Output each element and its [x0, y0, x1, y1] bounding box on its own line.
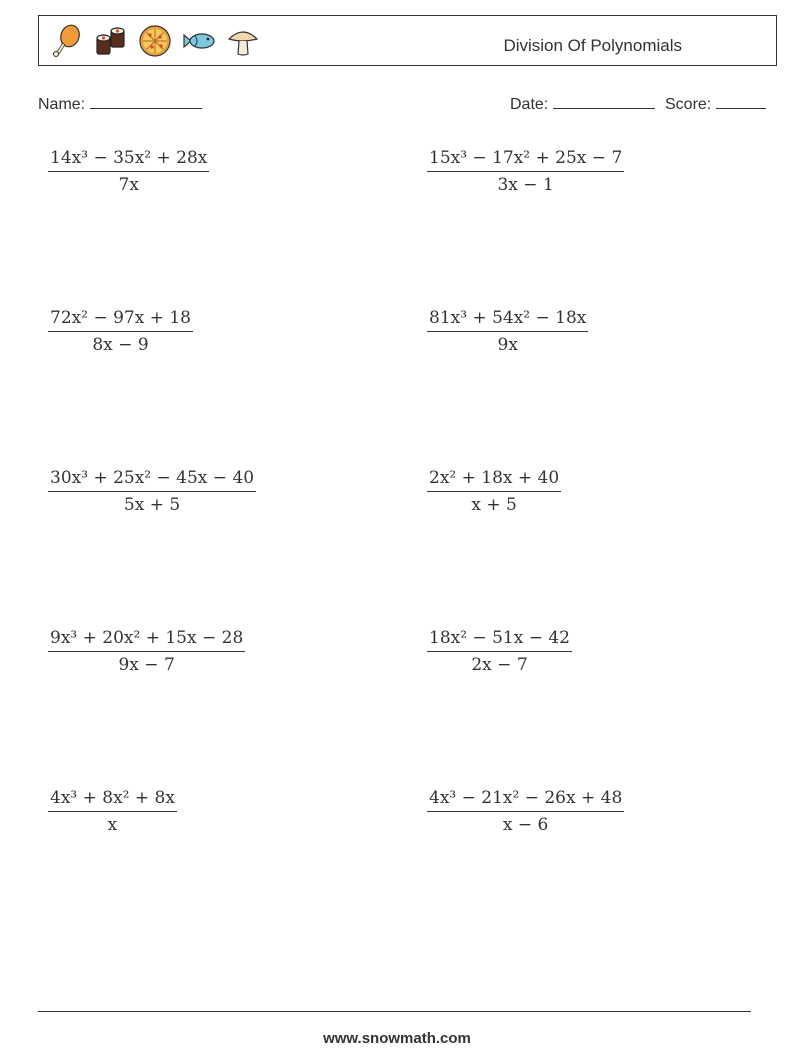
problem-1	[48, 148, 209, 195]
numerator: 18x² − 51x − 42	[427, 628, 572, 652]
problem-3	[48, 308, 193, 355]
problem-5	[48, 468, 256, 515]
fraction	[48, 308, 193, 355]
name-label: Name:	[38, 96, 86, 113]
fraction	[427, 468, 561, 515]
problem-4	[427, 308, 588, 355]
worksheet-header	[38, 15, 777, 66]
fish-icon	[181, 23, 217, 59]
numerator: 15x³ − 17x² + 25x − 7	[427, 148, 624, 172]
denominator: x	[107, 815, 118, 835]
header-icons	[49, 22, 261, 60]
denominator: x + 5	[471, 495, 517, 515]
denominator: 5x + 5	[123, 495, 181, 515]
problem-8	[427, 628, 572, 675]
numerator: 81x³ + 54x² − 18x	[427, 308, 588, 332]
problem-10	[427, 788, 624, 835]
denominator: 8x − 9	[92, 335, 149, 355]
name-field	[38, 94, 202, 114]
mushroom-icon	[225, 23, 261, 59]
numerator: 72x² − 97x + 18	[48, 308, 193, 332]
date-label: Date:	[510, 96, 549, 113]
sushi-rolls-icon	[93, 23, 129, 59]
fraction	[48, 628, 245, 675]
denominator: 9x	[497, 335, 518, 355]
date-field	[510, 94, 655, 114]
worksheet-title: Division Of Polynomials	[503, 36, 682, 55]
score-field	[665, 94, 766, 114]
fraction	[427, 148, 624, 195]
numerator: 9x³ + 20x² + 15x − 28	[48, 628, 245, 652]
problem-6	[427, 468, 561, 515]
problem-9	[48, 788, 177, 835]
numerator: 4x³ − 21x² − 26x + 48	[427, 788, 624, 812]
chicken-leg-icon	[49, 23, 85, 59]
name-blank[interactable]	[90, 94, 202, 109]
fraction	[48, 148, 209, 195]
numerator: 30x³ + 25x² − 45x − 40	[48, 468, 256, 492]
fraction	[48, 788, 177, 835]
fraction	[427, 308, 588, 355]
problem-7	[48, 628, 245, 675]
numerator: 2x² + 18x + 40	[427, 468, 561, 492]
score-label: Score:	[665, 96, 712, 113]
denominator: 9x − 7	[118, 655, 175, 675]
footer-site: www.snowmath.com	[323, 1030, 471, 1047]
denominator: 7x	[118, 175, 139, 195]
denominator: x − 6	[502, 815, 549, 835]
fraction	[427, 628, 572, 675]
pizza-icon	[137, 23, 173, 59]
numerator: 4x³ + 8x² + 8x	[48, 788, 177, 812]
score-blank[interactable]	[716, 94, 766, 109]
numerator: 14x³ − 35x² + 28x	[48, 148, 209, 172]
denominator: 2x − 7	[471, 655, 528, 675]
footer-divider	[38, 1011, 751, 1012]
fraction	[427, 788, 624, 835]
fraction	[48, 468, 256, 515]
problem-2	[427, 148, 624, 195]
date-blank[interactable]	[553, 94, 655, 109]
denominator: 3x − 1	[497, 175, 554, 195]
